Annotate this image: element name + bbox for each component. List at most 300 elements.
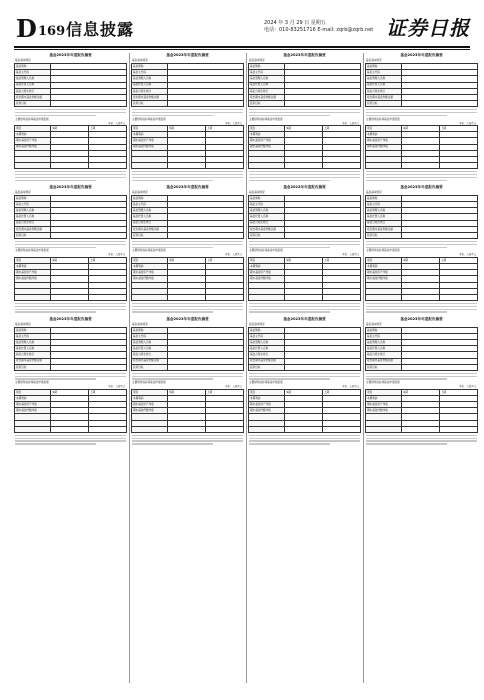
text-line [15,309,126,310]
row-label: 报告期末基金份额总额 [249,358,285,364]
table-cell [401,163,439,169]
row-label: 基金简称 [132,327,168,333]
row-label: 投资目标 [249,364,285,370]
text-line [132,438,243,439]
body-text [131,303,244,313]
row-label: 投资目标 [366,101,402,107]
table-row [132,364,244,370]
text-line [15,373,126,374]
row-label: 期末基金资产净值 [132,270,168,276]
unit-note: 单位：人民币元 [459,121,476,125]
col-header: 本期 [50,125,88,131]
row-label: 基金简称 [366,327,402,333]
text-line [15,378,96,379]
row-label: 基金托管人名称 [132,346,168,352]
body-text [248,241,361,248]
fund-info-table [131,327,244,371]
row-label: 基金管理人名称 [15,340,51,346]
text-line [366,112,477,113]
row-label: 期末基金份额净值 [249,408,285,414]
row-label: 基金简称 [15,64,51,70]
notice-title: 基金2023年年度报告摘要 [14,53,127,58]
col-header: 上期 [88,125,126,131]
table-cell [205,294,243,300]
section-heading: 基金基本情况 [132,322,148,326]
col-header: 上期 [205,389,243,395]
row-label: 基金简称 [15,195,51,201]
table-cell [132,294,168,300]
section-heading: 主要财务指标和基金净值表现 [15,381,49,385]
text-line [249,241,360,242]
table-row [366,294,478,300]
table-row [15,426,127,432]
section-heading: 主要财务指标和基金净值表现 [249,381,283,385]
row-label: 基金主代码 [132,70,168,76]
row-label: 期末基金资产净值 [366,402,402,408]
col-header: 项目 [15,125,51,131]
row-label: 基金托管人名称 [366,214,402,220]
row-label: 基金主代码 [366,333,402,339]
disclosure-notice [131,317,244,445]
table-cell [401,426,439,432]
column-4 [365,53,478,683]
text-line [132,306,243,307]
row-label: 基金简称 [249,327,285,333]
text-line [132,115,213,116]
text-line [132,112,243,113]
body-text [248,435,361,445]
row-value [167,364,243,370]
unit-note: 单位：人民币元 [225,385,242,389]
header-meta [264,20,404,34]
section-heading: 基金基本情况 [249,59,265,62]
disclosure-notice [248,185,361,313]
text-line [132,303,243,304]
row-label: 基金托管人名称 [15,214,51,220]
fund-info-table [365,195,478,239]
row-label: 报告期末基金份额总额 [366,94,402,100]
table-row [132,294,244,300]
unit-note: 单位：人民币元 [459,253,476,257]
row-label: 投资目标 [132,101,168,107]
text-line [366,177,477,178]
row-label: 期末基金份额净值 [132,276,168,282]
body-text [365,373,478,380]
notice-title: 基金2023年年度报告摘要 [14,317,127,322]
text-line [366,241,477,242]
table-cell [132,426,168,432]
row-label: 基金主代码 [15,202,51,208]
text-line [366,303,477,304]
section-heading: 基金基本情况 [249,190,265,194]
notice-title: 基金2023年年度报告摘要 [131,317,244,322]
row-label: 基金合同生效日 [366,220,402,226]
row-label: 基金主代码 [249,333,285,339]
table-cell [50,426,88,432]
financial-table [365,257,478,301]
text-line [132,180,213,181]
row-label: 基金管理人名称 [15,208,51,214]
disclosure-notice [14,317,127,445]
text-line [15,306,126,307]
text-line [366,180,447,181]
row-label: 期末基金资产净值 [132,138,168,144]
text-line [15,115,96,116]
text-line [249,440,360,441]
row-value [401,232,477,238]
disclosure-notice [131,185,244,313]
table-row [132,232,244,238]
row-label: 基金管理人名称 [132,76,168,82]
table-cell [50,294,88,300]
disclosure-notice [365,317,478,445]
row-label: 基金托管人名称 [15,82,51,88]
financial-table [248,125,361,169]
notice-title: 基金2023年年度报告摘要 [248,317,361,322]
col-header: 上期 [88,257,126,263]
notice-title: 基金2023年年度报告摘要 [365,53,478,58]
col-header: 项目 [366,389,402,395]
row-label: 本期利润 [249,395,285,401]
unit-note: 单位：人民币元 [342,121,359,125]
row-label: 基金合同生效日 [132,352,168,358]
table-cell [132,163,168,169]
col-header: 项目 [132,389,168,395]
table-cell [167,163,205,169]
section-heading: 基金基本情况 [366,59,382,62]
section-heading: 主要财务指标和基金净值表现 [15,249,49,253]
fund-info-table [365,327,478,371]
row-label: 基金简称 [132,64,168,70]
row-label: 报告期末基金份额总额 [366,226,402,232]
row-label: 基金合同生效日 [15,88,51,94]
table-cell [15,426,51,432]
body-text [14,303,127,313]
row-label: 期末基金资产净值 [249,138,285,144]
text-line [15,171,126,172]
table-cell [366,294,402,300]
row-label: 基金主代码 [249,70,285,76]
row-label: 基金托管人名称 [249,214,285,220]
table-cell [15,163,51,169]
text-line [366,378,447,379]
text-line [366,440,477,441]
text-line [15,438,126,439]
body-text [14,241,127,248]
section-heading: 基金基本情况 [132,59,148,62]
section-heading: 主要财务指标和基金净值表现 [366,381,400,385]
row-label: 投资目标 [15,101,51,107]
row-label: 报告期末基金份额总额 [366,358,402,364]
col-header: 上期 [322,389,360,395]
body-text [365,241,478,248]
financial-table [14,257,127,301]
row-label: 期末基金份额净值 [366,276,402,282]
col-header: 上期 [205,257,243,263]
text-line [15,180,96,181]
row-label: 报告期末基金份额总额 [15,226,51,232]
disclosure-notice [14,185,127,313]
text-line [132,435,243,436]
row-label: 基金合同生效日 [15,220,51,226]
table-cell [439,426,477,432]
text-line [15,303,126,304]
disclosure-notice [365,185,478,313]
notice-title: 基金2023年年度报告摘要 [14,185,127,190]
disclosure-notice [365,53,478,181]
section-heading: 基金基本情况 [366,322,382,326]
text-line [249,177,360,178]
table-row [15,163,127,169]
table-cell [88,163,126,169]
text-line [249,309,360,310]
text-line [15,244,126,245]
row-label: 基金管理人名称 [366,76,402,82]
fund-info-table [14,63,127,107]
table-cell [366,426,402,432]
text-line [249,378,330,379]
section-heading: 主要财务指标和基金净值表现 [366,117,400,121]
unit-note: 单位：人民币元 [108,385,125,389]
body-text [365,171,478,181]
row-label: 基金合同生效日 [249,88,285,94]
text-line [132,443,213,444]
unit-note: 单位：人民币元 [342,385,359,389]
table-row [249,294,361,300]
text-line [366,435,477,436]
text-line [249,180,330,181]
column-divider [129,53,130,683]
body-text [14,171,127,181]
text-line [249,303,360,304]
row-value [50,101,126,107]
fund-info-table [365,63,478,107]
unit-note: 单位：人民币元 [108,121,125,125]
notice-title: 基金2023年年度报告摘要 [131,185,244,190]
unit-note: 单位：人民币元 [225,121,242,125]
table-cell [322,163,360,169]
body-text [131,109,244,116]
section-heading: 主要财务指标和基金净值表现 [132,381,166,385]
text-line [132,171,243,172]
row-label: 投资目标 [249,232,285,238]
body-text [248,373,361,380]
row-value [50,364,126,370]
section-heading: 主要财务指标和基金净值表现 [15,117,49,121]
text-line [15,435,126,436]
table-cell [88,294,126,300]
table-cell [401,294,439,300]
page-number: 169 [38,24,66,39]
text-line [366,174,477,175]
body-text [131,171,244,181]
col-header: 本期 [50,257,88,263]
text-line [366,306,477,307]
col-header: 项目 [249,389,285,395]
financial-table [365,389,478,433]
row-label: 基金托管人名称 [249,346,285,352]
table-cell [167,294,205,300]
table-cell [249,163,285,169]
row-label: 期末基金份额净值 [15,276,51,282]
text-line [15,174,126,175]
row-label: 基金主代码 [132,202,168,208]
col-header: 本期 [401,257,439,263]
row-label: 报告期末基金份额总额 [249,226,285,232]
row-label: 基金管理人名称 [15,76,51,82]
row-value [284,101,360,107]
table-cell [205,426,243,432]
row-label: 本期利润 [249,264,285,270]
text-line [132,241,243,242]
row-label: 期末基金资产净值 [249,402,285,408]
row-label: 基金主代码 [15,333,51,339]
table-cell [50,163,88,169]
body-text [365,303,478,313]
row-label: 基金合同生效日 [249,352,285,358]
row-label: 基金合同生效日 [366,352,402,358]
text-line [249,311,330,312]
unit-note: 单位：人民币元 [108,253,125,257]
row-label: 基金合同生效日 [132,88,168,94]
column-divider [363,53,364,683]
disclosure-notice [14,53,127,181]
text-line [249,174,360,175]
col-header: 本期 [50,389,88,395]
text-line [132,311,213,312]
unit-note: 单位：人民币元 [459,385,476,389]
col-header: 本期 [284,125,322,131]
col-header: 项目 [366,257,402,263]
table-row [132,426,244,432]
row-label: 投资目标 [15,364,51,370]
text-line [15,376,126,377]
body-text [248,171,361,181]
table-row [366,163,478,169]
col-header: 本期 [401,125,439,131]
row-label: 期末基金份额净值 [366,144,402,150]
row-label: 期末基金份额净值 [249,144,285,150]
row-label: 报告期末基金份额总额 [249,94,285,100]
table-row [132,101,244,107]
col-header: 本期 [167,257,205,263]
fund-info-table [131,195,244,239]
body-text [131,373,244,380]
col-header: 上期 [88,389,126,395]
text-line [249,112,360,113]
row-label: 基金合同生效日 [249,220,285,226]
text-line [249,443,330,444]
col-header: 本期 [401,389,439,395]
table-row [249,364,361,370]
notice-title: 基金2023年年度报告摘要 [365,185,478,190]
row-label: 基金管理人名称 [132,340,168,346]
row-label: 基金托管人名称 [132,82,168,88]
row-label: 基金主代码 [249,202,285,208]
row-label: 投资目标 [366,364,402,370]
text-line [132,247,213,248]
row-label: 投资目标 [15,232,51,238]
col-header: 项目 [15,257,51,263]
table-row [366,364,478,370]
row-label: 期末基金份额净值 [132,408,168,414]
text-line [132,109,243,110]
text-line [132,373,243,374]
row-label: 基金管理人名称 [366,208,402,214]
row-label: 本期利润 [132,395,168,401]
text-line [132,440,243,441]
fund-info-table [248,327,361,371]
text-line [366,109,477,110]
unit-note: 单位：人民币元 [342,253,359,257]
text-line [15,109,126,110]
row-label: 本期利润 [132,264,168,270]
text-line [366,443,447,444]
row-label: 基金简称 [132,195,168,201]
text-line [15,440,126,441]
text-line [366,309,477,310]
row-label: 期末基金资产净值 [366,270,402,276]
row-label: 投资目标 [132,232,168,238]
text-line [249,109,360,110]
row-label: 本期利润 [132,132,168,138]
section-letter: D [16,14,37,43]
row-value [401,101,477,107]
row-value [167,101,243,107]
row-label: 本期利润 [15,395,51,401]
text-line [366,311,447,312]
meta-contact: 电话：010-83251716 E-mail: zqrb@zqrb.net [264,27,374,33]
col-header: 本期 [167,125,205,131]
text-line [249,373,360,374]
row-value [284,232,360,238]
row-label: 报告期末基金份额总额 [132,94,168,100]
financial-table [131,125,244,169]
section-heading: 主要财务指标和基金净值表现 [366,249,400,253]
table-row [15,294,127,300]
row-label: 期末基金资产净值 [132,402,168,408]
body-text [248,109,361,116]
section-heading: 主要财务指标和基金净值表现 [132,249,166,253]
text-line [366,247,447,248]
row-label: 期末基金份额净值 [15,408,51,414]
table-cell [15,294,51,300]
row-label: 本期利润 [366,395,402,401]
row-label: 基金托管人名称 [249,82,285,88]
row-label: 期末基金资产净值 [15,138,51,144]
body-text [365,435,478,445]
row-label: 基金管理人名称 [249,340,285,346]
row-label: 期末基金资产净值 [366,138,402,144]
text-line [15,443,96,444]
row-label: 期末基金资产净值 [249,270,285,276]
notice-title: 基金2023年年度报告摘要 [248,185,361,190]
col-header: 上期 [439,389,477,395]
unit-note: 单位：人民币元 [225,253,242,257]
text-line [249,115,330,116]
section-heading: 主要财务指标和基金净值表现 [249,117,283,121]
section-heading: 基金基本情况 [15,322,31,326]
col-header: 上期 [439,125,477,131]
table-cell [249,294,285,300]
row-label: 期末基金资产净值 [15,402,51,408]
fund-info-table [248,195,361,239]
section-heading: 主要财务指标和基金净值表现 [249,249,283,253]
table-cell [284,294,322,300]
row-label: 投资目标 [132,364,168,370]
text-line [132,174,243,175]
row-label: 期末基金份额净值 [15,144,51,150]
